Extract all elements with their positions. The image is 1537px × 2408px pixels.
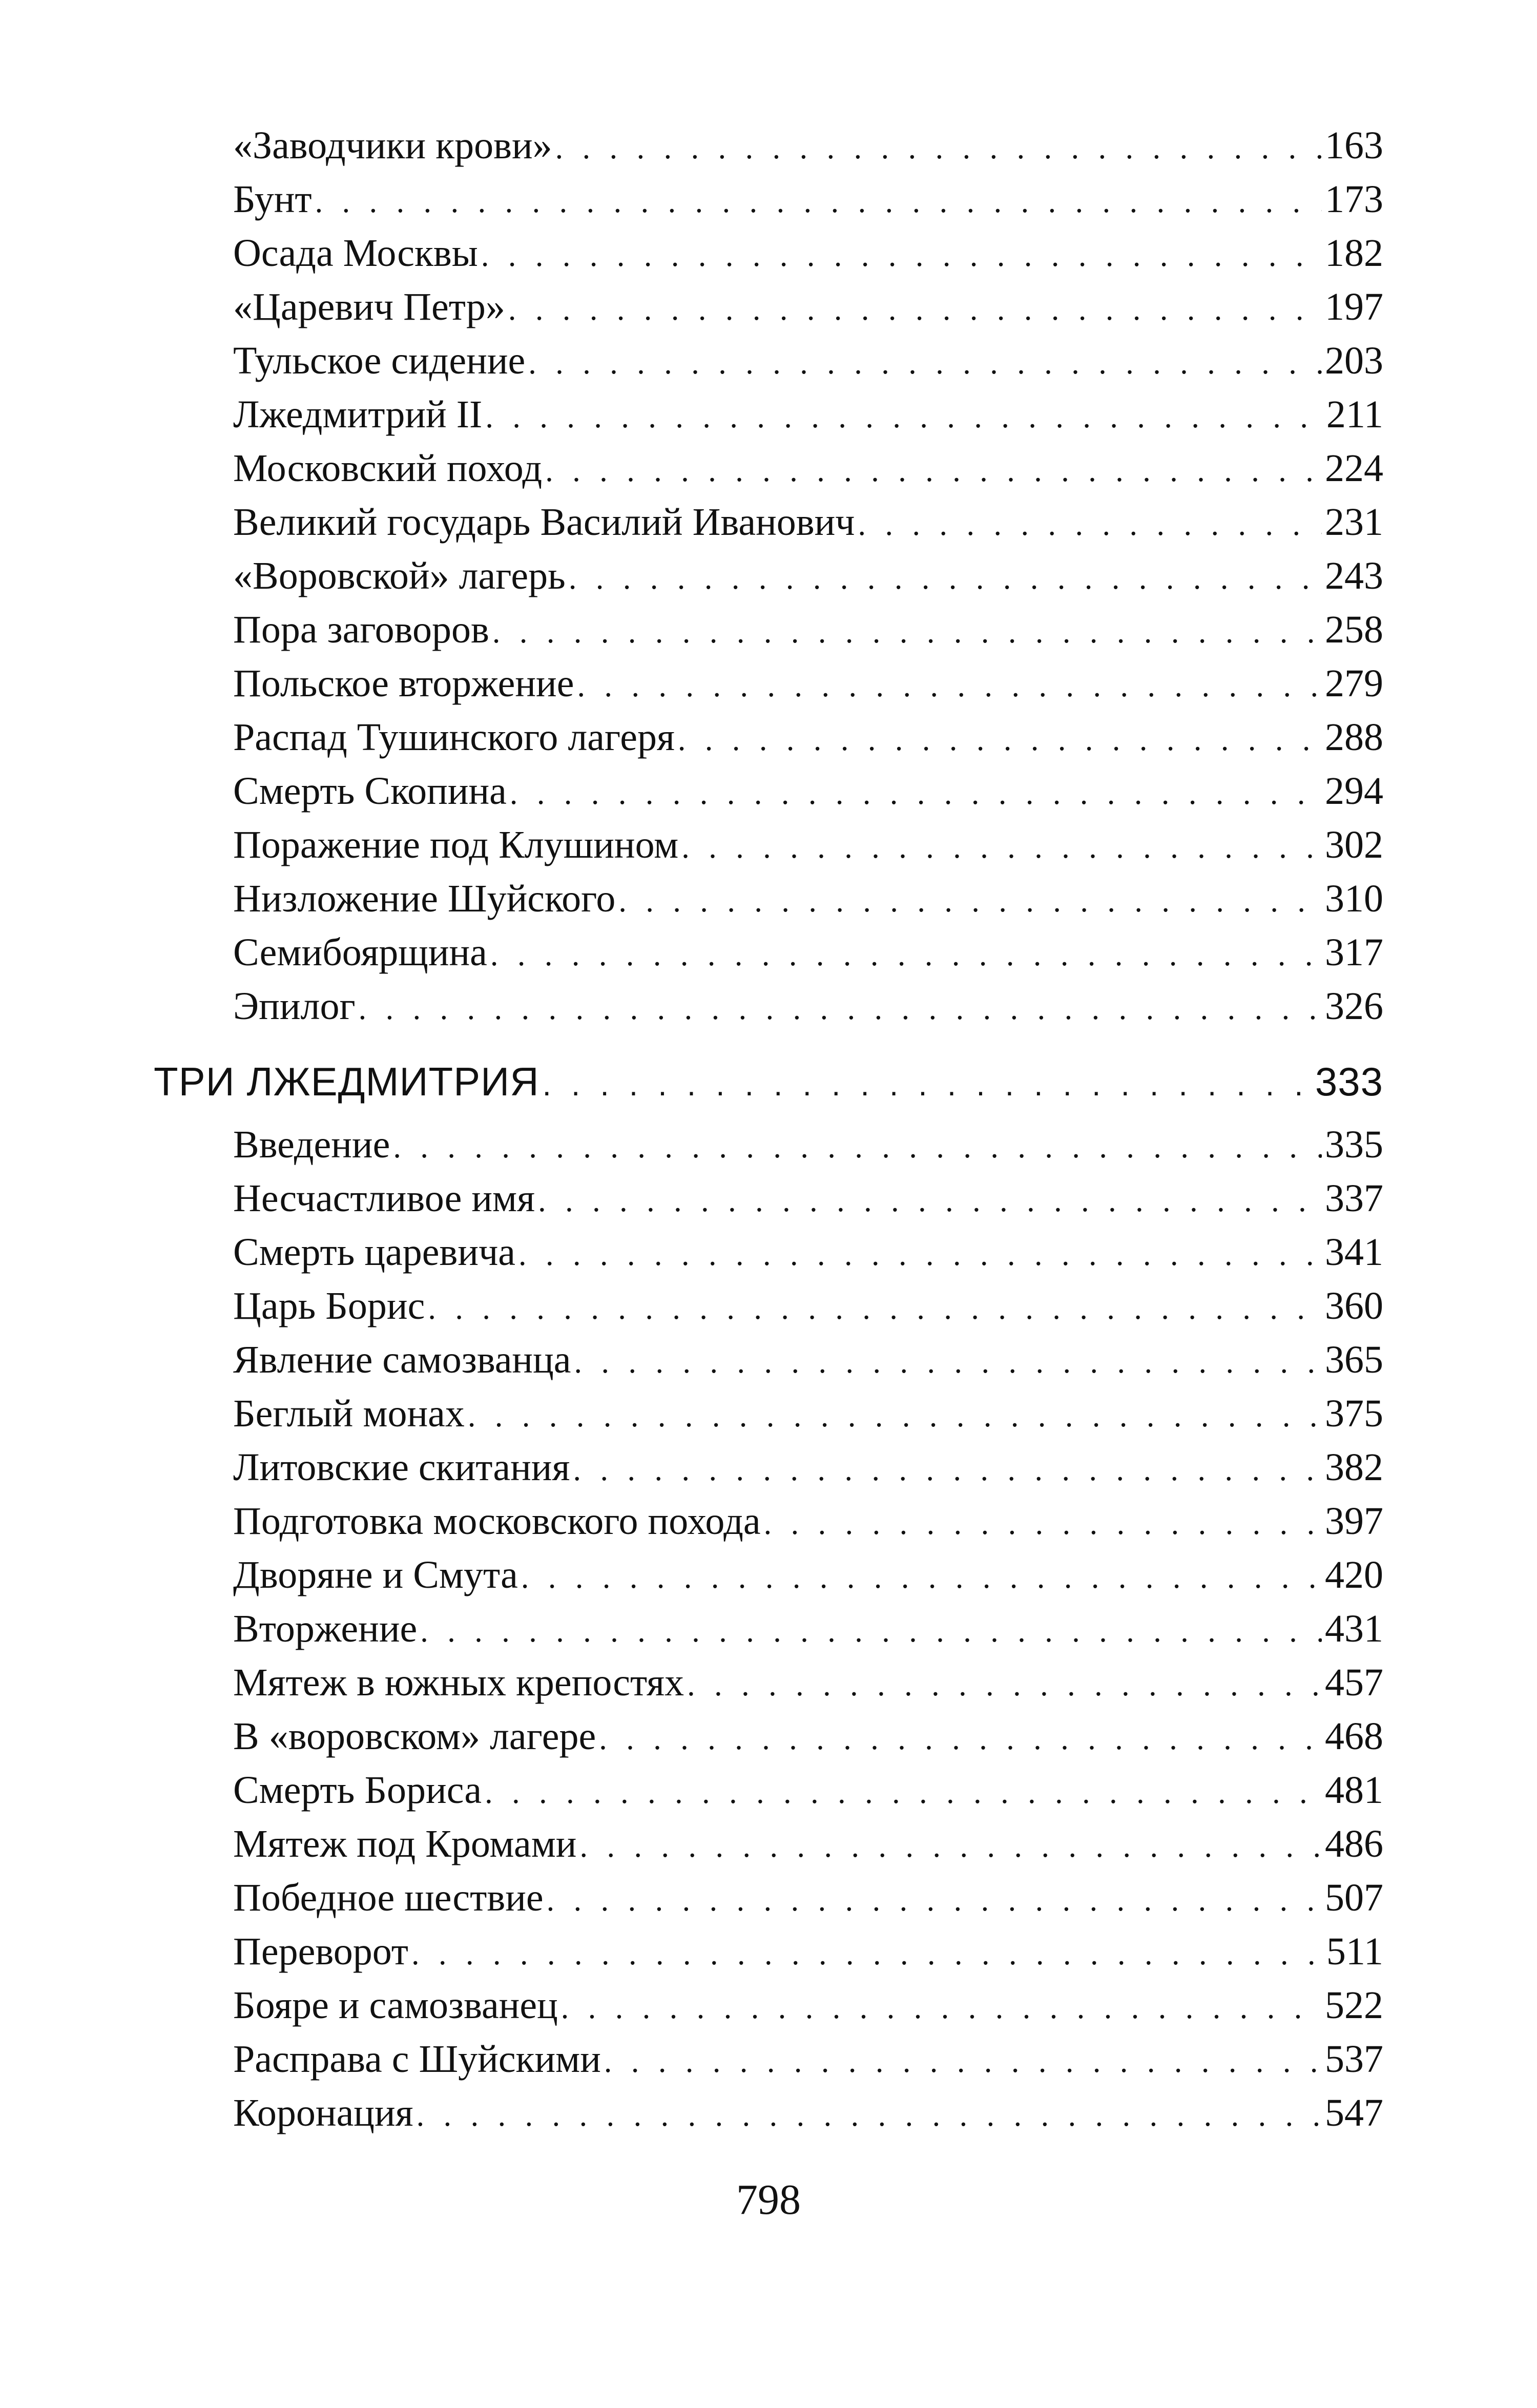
toc-entry-page: 337 — [1325, 1177, 1383, 1220]
toc-dot-leader — [599, 1712, 1322, 1766]
toc-entry-page: 507 — [1325, 1876, 1383, 1919]
toc-dot-leader — [510, 767, 1322, 821]
toc-entry-page: 326 — [1325, 985, 1383, 1028]
toc-dot-leader — [858, 498, 1322, 552]
toc-dot-leader — [528, 337, 1322, 390]
toc-dot-leader — [490, 928, 1322, 982]
toc-entry-page: 335 — [1325, 1123, 1383, 1166]
toc-entry-title: Смерть Скопина — [233, 770, 507, 813]
toc-entry-page: 382 — [1325, 1446, 1383, 1489]
toc-dot-leader — [492, 606, 1322, 659]
toc-entry-page: 203 — [1325, 339, 1383, 382]
toc-entry-title: В «воровском» лагере — [233, 1715, 596, 1758]
toc-dot-leader — [618, 875, 1322, 928]
toc-entry-page: 173 — [1325, 178, 1383, 221]
toc-entry — [154, 1656, 1383, 1710]
toc-entry — [154, 226, 1383, 280]
toc-dot-leader — [561, 1981, 1322, 2035]
toc-dot-leader — [579, 1820, 1322, 1874]
toc-entry-page: 224 — [1325, 447, 1383, 490]
toc-entry-title: Коронация — [233, 2091, 413, 2134]
toc-entry-page: 511 — [1326, 1930, 1383, 1973]
toc-entry-page: 420 — [1325, 1553, 1383, 1596]
toc-dot-leader — [315, 175, 1322, 229]
toc-dot-leader — [574, 1336, 1322, 1389]
toc-entry-title: Введение — [233, 1123, 390, 1166]
toc-entry-page: 481 — [1325, 1769, 1383, 1812]
toc-entry-page: 197 — [1325, 285, 1383, 328]
toc-dot-leader — [508, 283, 1322, 337]
toc-entry-title: Низложение Шуйского — [233, 877, 616, 920]
toc-entry — [154, 1494, 1383, 1548]
toc-entry-title: Осада Москвы — [233, 232, 478, 275]
toc-dot-leader — [481, 229, 1322, 283]
toc-entry-title: Литовские скитания — [233, 1446, 570, 1489]
toc-entry — [154, 1602, 1383, 1656]
toc-entry-page: 486 — [1325, 1822, 1383, 1865]
toc-entry-page: 211 — [1326, 393, 1383, 436]
toc-dot-leader — [468, 1389, 1322, 1443]
toc-entry — [154, 764, 1383, 818]
toc-entry-page: 310 — [1325, 877, 1383, 920]
toc-entry-title: Смерть царевича — [233, 1231, 516, 1274]
toc-entry — [154, 1333, 1383, 1387]
toc-entry-title: Бояре и самозванец — [233, 1984, 558, 2027]
toc-entry — [154, 603, 1383, 657]
toc-dot-leader — [417, 2089, 1322, 2143]
toc-entry-page: 375 — [1325, 1392, 1383, 1435]
toc-entry — [154, 818, 1383, 872]
toc-entry-title: Беглый монах — [233, 1392, 465, 1435]
toc-entry-page: 522 — [1325, 1984, 1383, 2027]
toc-entry — [154, 442, 1383, 495]
toc-entry-page: 258 — [1325, 608, 1383, 651]
toc-entry — [154, 2086, 1383, 2140]
toc-entry-title: Лжедмитрий II — [233, 393, 483, 436]
toc-entry-page: 317 — [1325, 931, 1383, 974]
toc-entry-page: 279 — [1325, 662, 1383, 705]
toc-entry-page: 365 — [1325, 1338, 1383, 1381]
toc-entry — [154, 657, 1383, 711]
toc-entry-title: Поражение под Клушином — [233, 823, 679, 866]
toc-entry — [154, 388, 1383, 442]
toc-entry-title: Вторжение — [233, 1607, 418, 1650]
toc-dot-leader — [393, 1120, 1322, 1174]
toc-entry — [154, 1279, 1383, 1333]
toc-entry — [154, 119, 1383, 173]
toc-entry-title: Пора заговоров — [233, 608, 489, 651]
toc-entry — [154, 980, 1383, 1033]
toc-entry — [154, 1172, 1383, 1226]
toc-entry-title: Польское вторжение — [233, 662, 574, 705]
toc-dot-leader — [428, 1282, 1322, 1336]
toc-entry-page: 360 — [1325, 1284, 1383, 1327]
toc-entry-title: Мятеж под Кромами — [233, 1822, 577, 1865]
toc-entry-page: 397 — [1325, 1500, 1383, 1543]
toc-dot-leader — [687, 1658, 1322, 1712]
toc-entry-title: Тульское сидение — [233, 339, 526, 382]
toc-entry — [154, 495, 1383, 549]
toc-entry-title: Семибоярщина — [233, 931, 487, 974]
toc-dot-leader — [411, 1927, 1323, 1981]
toc-entry-title: Несчастливое имя — [233, 1177, 535, 1220]
toc-entry — [154, 1226, 1383, 1279]
toc-dot-leader — [547, 1874, 1322, 1927]
toc-dot-leader — [681, 821, 1322, 875]
toc-entry-page: 288 — [1325, 716, 1383, 759]
toc-entry — [154, 872, 1383, 926]
toc-entry-page: 302 — [1325, 823, 1383, 866]
toc-entry-title: «Царевич Петр» — [233, 285, 505, 328]
toc-entry — [154, 1710, 1383, 1763]
toc-entry — [154, 1548, 1383, 1602]
toc-entry — [154, 2032, 1383, 2086]
toc-dot-leader — [545, 444, 1322, 498]
toc-entry — [154, 1871, 1383, 1925]
toc-entry-title: Расправа с Шуйскими — [233, 2038, 601, 2081]
toc-entry-title: Смерть Бориса — [233, 1769, 482, 1812]
toc-entry-title: Бунт — [233, 178, 312, 221]
toc-dot-leader — [543, 1058, 1312, 1112]
toc-entry-title: «Заводчики крови» — [233, 124, 552, 167]
toc-section-title: ТРИ ЛЖЕДМИТРИЯ — [154, 1059, 539, 1104]
toc-entry-title: Московский поход — [233, 447, 543, 490]
toc-dot-leader — [521, 1551, 1322, 1605]
toc-dot-leader — [555, 121, 1322, 175]
toc-entry-page: 231 — [1325, 501, 1383, 544]
toc-dot-leader — [573, 1443, 1322, 1497]
toc-entry-page: 163 — [1325, 124, 1383, 167]
table-of-contents — [154, 119, 1383, 2140]
toc-entry — [154, 1925, 1383, 1979]
toc-dot-leader — [485, 390, 1323, 444]
toc-entry-page: 431 — [1325, 1607, 1383, 1650]
toc-dot-leader — [518, 1228, 1322, 1282]
page-number: 798 — [736, 2176, 801, 2224]
toc-entry-title: Царь Борис — [233, 1284, 425, 1327]
toc-entry-title: Явление самозванца — [233, 1338, 571, 1381]
toc-entry-title: Переворот — [233, 1930, 408, 1973]
toc-entry-title: Подготовка московского похода — [233, 1500, 761, 1543]
toc-entry-page: 457 — [1325, 1661, 1383, 1704]
toc-dot-leader — [359, 982, 1322, 1036]
toc-entry-page: 341 — [1325, 1231, 1383, 1274]
toc-entry-page: 537 — [1325, 2038, 1383, 2081]
toc-entry — [154, 549, 1383, 603]
toc-dot-leader — [678, 713, 1322, 767]
toc-entry — [154, 711, 1383, 764]
toc-entry-title: «Воровской» лагерь — [233, 554, 566, 597]
toc-entry — [154, 280, 1383, 334]
toc-entry-title: Великий государь Василий Иванович — [233, 501, 855, 544]
toc-entry — [154, 173, 1383, 226]
toc-entry-title: Мятеж в южных крепостях — [233, 1661, 684, 1704]
toc-dot-leader — [538, 1174, 1322, 1228]
toc-dot-leader — [764, 1497, 1322, 1551]
toc-section-heading — [154, 1055, 1383, 1109]
toc-dot-leader — [569, 552, 1322, 606]
toc-entry-title: Эпилог — [233, 985, 356, 1028]
toc-entry-title: Дворяне и Смута — [233, 1553, 518, 1596]
toc-entry — [154, 1118, 1383, 1172]
toc-entry — [154, 926, 1383, 980]
toc-entry-title: Победное шествие — [233, 1876, 544, 1919]
toc-entry — [154, 1387, 1383, 1441]
toc-entry — [154, 1979, 1383, 2032]
toc-dot-leader — [577, 659, 1322, 713]
toc-entry-page: 294 — [1325, 770, 1383, 813]
toc-dot-leader — [485, 1766, 1322, 1820]
toc-dot-leader — [420, 1605, 1322, 1658]
toc-entry-page: 468 — [1325, 1715, 1383, 1758]
toc-entry-title: Распад Тушинского лагеря — [233, 716, 675, 759]
toc-entry-page: 182 — [1325, 232, 1383, 275]
toc-dot-leader — [604, 2035, 1322, 2089]
toc-entry — [154, 1817, 1383, 1871]
toc-entry — [154, 1441, 1383, 1494]
toc-entry-page: 547 — [1325, 2091, 1383, 2134]
toc-entry-page: 243 — [1325, 554, 1383, 597]
toc-entry — [154, 1763, 1383, 1817]
toc-section-page: 333 — [1315, 1059, 1383, 1104]
toc-entry — [154, 334, 1383, 388]
